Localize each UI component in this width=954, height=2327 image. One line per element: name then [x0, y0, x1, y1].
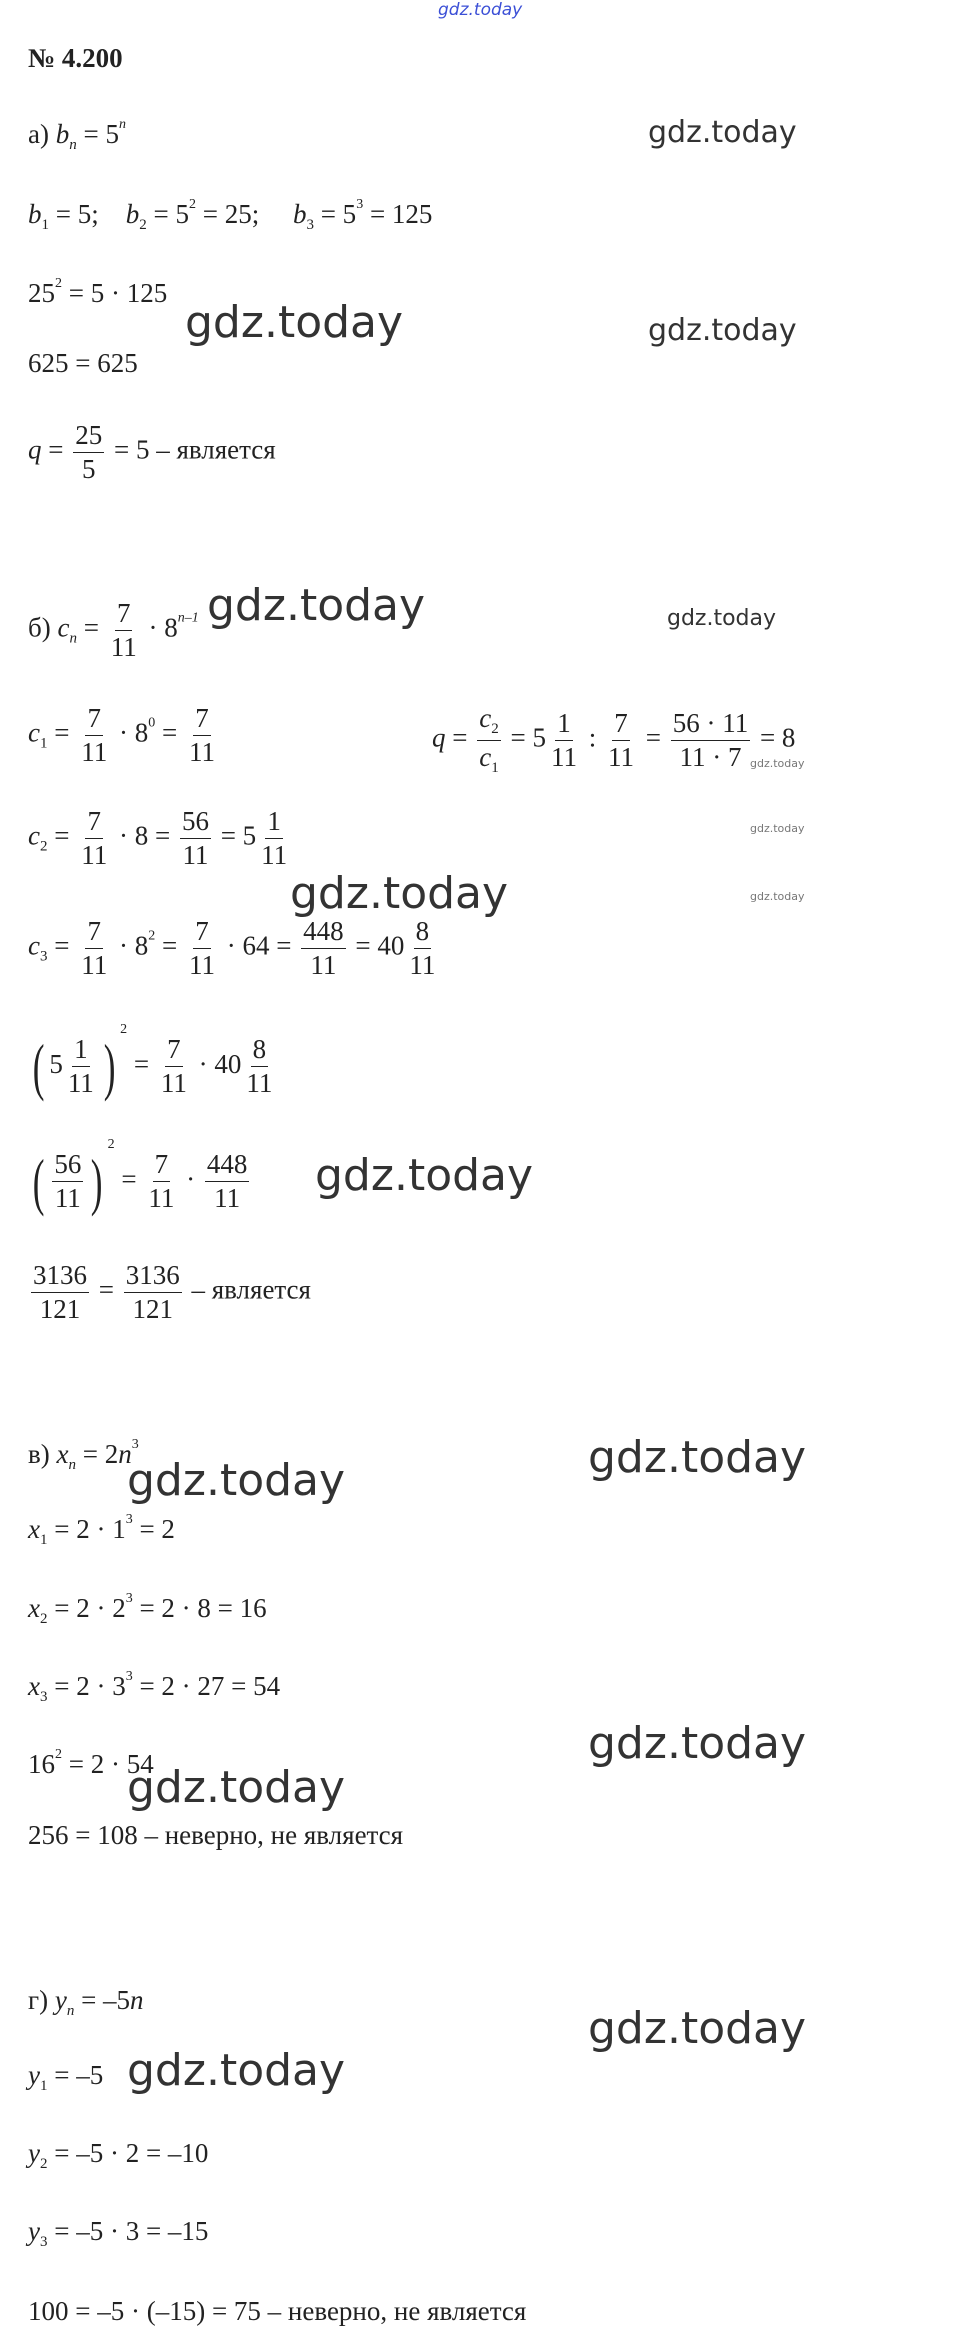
q-numerator: 25 — [73, 422, 104, 453]
watermark: gdz.today — [750, 890, 805, 903]
part-g-y1: $y_1 = -5$ — [28, 2060, 104, 2094]
part-v-x2: $x_2 = 2 \cdot 2^3 = 2 \cdot 8 = 16$ — [28, 1591, 267, 1627]
part-v-x3: $x_3 = 2 \cdot 3^3 = 2 \cdot 27 = 54$ — [28, 1669, 281, 1705]
watermark: gdz.today — [588, 2003, 807, 2054]
part-b-c2: $c_2$ = $\frac{7}{11}$ · 8 = $\frac{56}{11}$ = 5 $\frac{1}{11}$ — [28, 806, 288, 870]
part-g-conclusion: 100 = –5 · (–15) = 75 – неверно, не является — [28, 2296, 527, 2326]
part-b-check1: ( 5 $\frac{1}{11}$ )$^2$ = $\frac{7}{11}$ · 40 $\frac{8}{11}$ — [32, 1022, 273, 1102]
watermark: gdz.today — [185, 297, 404, 348]
part-b-c1: $c_1$ = $\frac{7}{11}$ · $8^0$ = $\frac{7}{11}$ — [28, 703, 215, 767]
part-b-result: $\frac{3136}{121}$ = $\frac{3136}{121}$ – является — [33, 1260, 311, 1324]
q-denominator: 5 — [81, 454, 96, 484]
part-a-check: $25^2 = 5 \cdot 125$ — [28, 276, 168, 308]
part-b-ratio: q = $\frac{c_2}{c_1}$ = 5 $\frac{1}{11}$ : $\frac{7}{11}$ = $\frac{56 \cdot 11}{11 \cdot 7}$ = 8 — [432, 703, 796, 776]
part-a-terms: $b_1 = 5$; $b_2 = 5^2 = 25$; $b_3 = 5^3 = 125$ — [28, 197, 433, 233]
part-v-x1: $x_1 = 2 \cdot 1^3 = 2$ — [28, 1512, 175, 1548]
problem-number: № 4.200 — [28, 43, 123, 73]
part-v-conclusion: 256 = 108 – неверно, не является — [28, 1820, 404, 1850]
header-watermark: gdz.today — [438, 0, 523, 20]
watermark: gdz.today — [648, 313, 797, 348]
part-g-y3: $y_3 = -5 \cdot 3 = -15$ — [28, 2216, 209, 2250]
watermark: gdz.today — [207, 580, 426, 631]
watermark: gdz.today — [750, 822, 805, 835]
watermark: gdz.today — [588, 1432, 807, 1483]
part-v-formula: в) $x_n = 2n^3$ — [28, 1437, 139, 1473]
watermark: gdz.today — [127, 2045, 346, 2096]
part-b-check2: ( $\frac{56}{11}$ )$^2$ = $\frac{7}{11}$ · $\frac{448}{11}$ — [32, 1137, 248, 1217]
part-b-formula: б) $c_n$ = $\frac{7}{11}$ · $8^{n-1}$ — [28, 598, 199, 662]
watermark: gdz.today — [648, 115, 797, 150]
part-a-formula: а) $b_n = 5^n$ — [28, 117, 126, 153]
part-g-formula: г) $y_n = -5n$ — [28, 1985, 144, 2019]
watermark: gdz.today — [750, 757, 805, 770]
watermark: gdz.today — [127, 1762, 346, 1813]
part-a-ratio: q = $\frac{25}{5}$ = 5 – является — [28, 420, 276, 484]
part-a-equality: 625 = 625 — [28, 348, 138, 378]
part-g-y2: $y_2 = -5 \cdot 2 = -10$ — [28, 2138, 209, 2172]
watermark: gdz.today — [127, 1455, 346, 1506]
part-v-check: $16^2 = 2 \cdot 54$ — [28, 1747, 154, 1779]
watermark: gdz.today — [588, 1718, 807, 1769]
part-b-c3: $c_3$ = $\frac{7}{11}$ · $8^2$ = $\frac{7}{11}$ · 64 = $\frac{448}{11}$ = 40 $\frac{8}{11}$ — [28, 916, 436, 980]
watermark: gdz.today — [290, 868, 509, 919]
watermark: gdz.today — [667, 606, 777, 631]
watermark: gdz.today — [315, 1150, 534, 1201]
